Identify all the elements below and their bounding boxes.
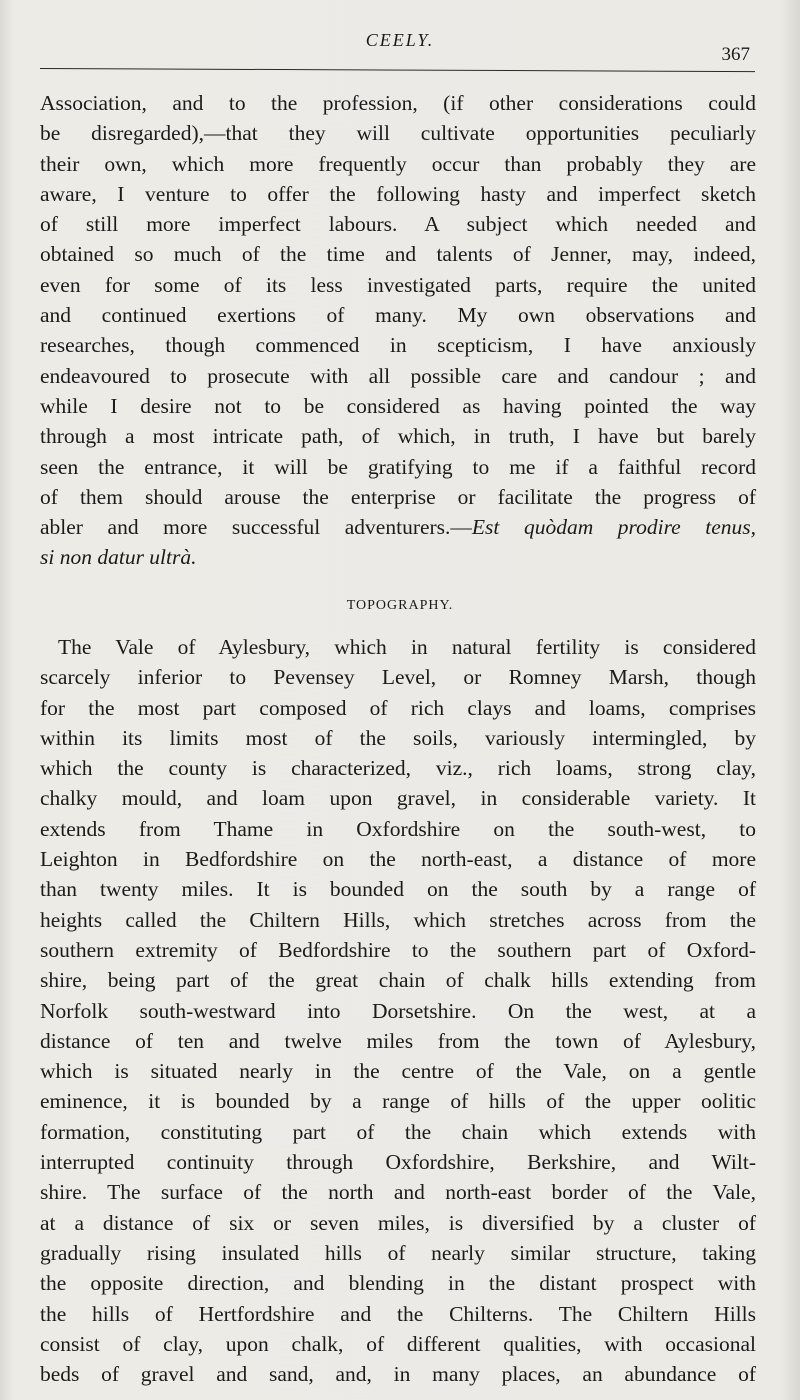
text-line: scarcely inferior to Pevensey Level, or Romney Marsh, though [40, 665, 756, 690]
text-line: Norfolk south-westward into Dorsetshire. On the west, at a [40, 998, 756, 1023]
text-line: consist of clay, upon chalk, of different qualities, with occasional [40, 1331, 756, 1356]
header-rule [40, 68, 755, 72]
latin-quote-part-1: Est quòdam prodire tenus, [471, 515, 756, 540]
text-line: within its limits most of the soils, variously intermingled, by [40, 725, 756, 750]
text-line: extends from Thame in Oxfordshire on the south-west, to [40, 816, 756, 841]
text-line: endeavoured to prosecute with all possible care and candour ; and [40, 363, 756, 388]
text-line: than twenty miles. It is bounded on the south by a range of [40, 877, 756, 902]
text-line: be disregarded),—that they will cultivate opportunities peculiarly [40, 121, 756, 146]
text-line: southern extremity of Bedfordshire to the southern part of Oxford- [40, 937, 756, 962]
text-line: of still more imperfect labours. A subject which needed and [40, 212, 756, 237]
text-line: chalky mould, and loam upon gravel, in considerable variety. It [40, 786, 756, 811]
text-line: of them should arouse the enterprise or facilitate the progress of [40, 484, 756, 509]
text-line: and continued exertions of many. My own observations and [40, 303, 756, 328]
text-line: eminence, it is bounded by a range of hills of the upper oolitic [40, 1089, 756, 1114]
running-head-title: CEELY. [365, 30, 435, 50]
text-line: which is situated nearly in the centre of the Vale, on a gentle [40, 1059, 756, 1084]
text-line: at a distance of six or seven miles, is diversified by a cluster of [40, 1210, 756, 1235]
text-segment: abler and more successful adventurers.— [40, 515, 472, 540]
text-line: heights called the Chiltern Hills, which stretches across from the [40, 907, 756, 932]
text-line: through a most intricate path, of which, in truth, I have but barely [40, 424, 756, 449]
text-line-latin-quote-end [40, 542, 756, 572]
text-line: formation, constituting part of the chain which extends with [40, 1119, 756, 1144]
text-line: the opposite direction, and blending in the distant prospect with [40, 1271, 756, 1296]
text-line: interrupted continuity through Oxfordshire, Berkshire, and Wilt- [40, 1150, 756, 1175]
text-line: for the most part composed of rich clays and loams, comprises [40, 695, 756, 720]
section-heading: TOPOGRAPHY. [346, 598, 454, 613]
text-line: aware, I venture to offer the following hasty and imperfect sketch [40, 181, 756, 206]
text-line: even for some of its less investigated parts, require the united [40, 272, 756, 297]
text-line-with-latin-quote [40, 512, 756, 542]
text-line: researches, though commenced in scepticism, I have anxiously [40, 333, 756, 358]
text-line: distance of ten and twelve miles from the town of Aylesbury, [40, 1028, 756, 1053]
text-line: while I desire not to be considered as having pointed the way [40, 393, 756, 418]
text-line: Association, and to the profession, (if other considerations could [40, 91, 756, 115]
text-line: shire. The surface of the north and north-east border of the Vale, [40, 1180, 756, 1205]
text-line: gradually rising insulated hills of nearly similar structure, taking [40, 1240, 756, 1265]
text-line: the hills of Hertfordshire and the Chilterns. The Chiltern Hills [40, 1301, 756, 1326]
text-line: beds of gravel and sand, and, in many places, an abundance of [40, 1362, 756, 1387]
paragraph-topography [40, 632, 756, 1389]
paragraph-introduction [40, 88, 756, 573]
text-line: which the county is characterized, viz., rich loams, strong clay, [40, 756, 756, 781]
text-line: The Vale of Aylesbury, which in natural fertility is considered [58, 635, 756, 659]
text-line: their own, which more frequently occur than probably they are [40, 151, 756, 176]
text-line: Leighton in Bedfordshire on the north-east, a distance of more [40, 847, 756, 872]
page-number: 367 [721, 44, 750, 65]
latin-quote-part-2: si non datur ultrà. [40, 545, 197, 570]
text-line: seen the entrance, it will be gratifying to me if a faithful record [40, 454, 756, 479]
text-line: obtained so much of the time and talents of Jenner, may, indeed, [40, 242, 756, 267]
text-line: shire, being part of the great chain of chalk hills extending from [40, 968, 756, 993]
